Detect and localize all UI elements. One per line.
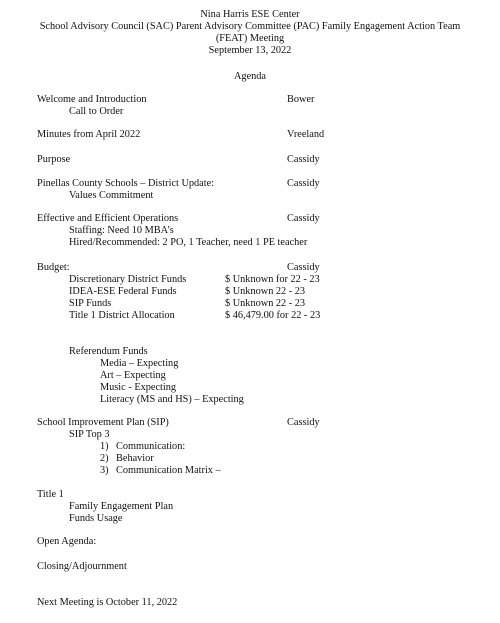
referendum-row: Literacy (MS and HS) – Expecting xyxy=(100,394,244,405)
next-meeting: Next Meeting is October 11, 2022 xyxy=(37,597,178,608)
item-operations-presenter: Cassidy xyxy=(287,213,320,224)
item-budget-title: Budget: xyxy=(37,262,70,273)
meeting-title-line-2: (FEAT) Meeting xyxy=(215,33,285,44)
item-sip-sub: SIP Top 3 xyxy=(69,429,110,440)
budget-row-label: Discretionary District Funds xyxy=(69,274,187,285)
meeting-date: September 13, 2022 xyxy=(208,45,292,56)
budget-row-label: SIP Funds xyxy=(69,298,112,309)
item-welcome-presenter: Bower xyxy=(287,94,315,105)
item-minutes-presenter: Vreeland xyxy=(287,129,325,140)
sip-list-number: 1) xyxy=(100,441,109,452)
center-name: Nina Harris ESE Center xyxy=(200,9,300,20)
item-district-title: Pinellas County Schools – District Update: xyxy=(37,178,215,189)
agenda-heading: Agenda xyxy=(233,71,267,82)
sip-list-text: Communication Matrix – xyxy=(116,465,221,476)
item-title1-sub: Family Engagement Plan xyxy=(69,501,174,512)
budget-row-value: $ Unknown 22 - 23 xyxy=(225,298,306,309)
item-minutes-title: Minutes from April 2022 xyxy=(37,129,141,140)
item-title1-title: Title 1 xyxy=(37,489,64,500)
referendum-row: Media – Expecting xyxy=(100,358,179,369)
sip-list-number: 2) xyxy=(100,453,109,464)
item-open-agenda: Open Agenda: xyxy=(37,536,97,547)
referendum-row: Art – Expecting xyxy=(100,370,166,381)
item-closing: Closing/Adjournment xyxy=(37,561,127,572)
item-purpose-presenter: Cassidy xyxy=(287,154,320,165)
item-purpose-title: Purpose xyxy=(37,154,71,165)
item-district-presenter: Cassidy xyxy=(287,178,320,189)
meeting-title-line: School Advisory Council (SAC) Parent Advisory Committee (PAC) Family Engagement Action Team xyxy=(39,21,461,32)
item-operations-staffing: Staffing: Need 10 MBA’s xyxy=(69,225,174,236)
budget-row-value: $ Unknown 22 - 23 xyxy=(225,286,306,297)
referendum-title: Referendum Funds xyxy=(69,346,148,357)
budget-row-value: $ Unknown for 22 - 23 xyxy=(225,274,320,285)
item-district-sub: Values Commitment xyxy=(69,190,154,201)
item-welcome-sub: Call to Order xyxy=(69,106,124,117)
item-budget-presenter: Cassidy xyxy=(287,262,320,273)
budget-row-label: IDEA-ESE Federal Funds xyxy=(69,286,177,297)
item-operations-title: Effective and Efficient Operations xyxy=(37,213,179,224)
item-sip-title: School Improvement Plan (SIP) xyxy=(37,417,169,428)
item-sip-presenter: Cassidy xyxy=(287,417,320,428)
item-title1-sub: Funds Usage xyxy=(69,513,123,524)
budget-row-label: Title 1 District Allocation xyxy=(69,310,175,321)
budget-row-value: $ 46,479.00 for 22 - 23 xyxy=(225,310,321,321)
item-operations-hired: Hired/Recommended: 2 PO, 1 Teacher, need 1 PE teacher xyxy=(69,237,308,248)
referendum-row: Music - Expecting xyxy=(100,382,177,393)
item-welcome-title: Welcome and Introduction xyxy=(37,94,147,105)
sip-list-number: 3) xyxy=(100,465,109,476)
sip-list-text: Communication: xyxy=(116,441,186,452)
sip-list-text: Behavior xyxy=(116,453,154,464)
